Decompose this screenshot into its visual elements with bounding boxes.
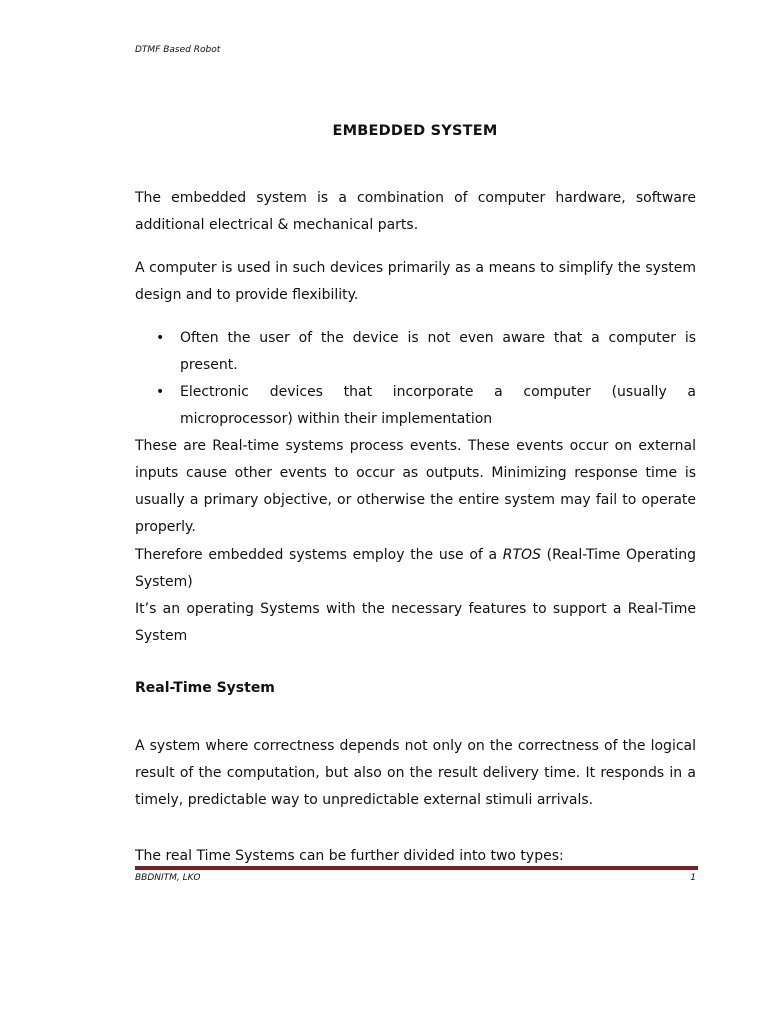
bullet-list bbox=[135, 325, 696, 433]
list-item bbox=[135, 379, 696, 433]
page-title: EMBEDDED SYSTEM bbox=[332, 123, 498, 139]
rtos-term: RTOS bbox=[502, 547, 541, 563]
bullet-glyph: • bbox=[156, 330, 165, 346]
rtos-text-before: Therefore embedded systems employ the use of a bbox=[135, 547, 503, 563]
paragraph-rtos bbox=[135, 542, 696, 596]
paragraph-operating-system: It’s an operating Systems with the necessary features to support a Real-Time System bbox=[135, 601, 696, 644]
rtos-text-after: (Real-Time Operating System) bbox=[135, 547, 696, 590]
section-heading: Real-Time System bbox=[135, 680, 275, 696]
list-item bbox=[135, 325, 696, 379]
running-header: DTMF Based Robot bbox=[135, 45, 221, 55]
footer-institution: BBDNITM, LKO bbox=[135, 873, 201, 883]
paragraph-real-time: These are Real-time systems process events. These events occur on external inputs cause other events to occur as outputs. Minimizing response time is usually a primary objective, or otherwise the entire system may fail to operate properly. bbox=[135, 438, 696, 535]
paragraph-purpose: A computer is used in such devices primarily as a means to simplify the system design and to provide flexibility. bbox=[135, 260, 696, 303]
footer-divider bbox=[135, 866, 698, 870]
page-number: 1 bbox=[690, 873, 696, 883]
bullet-glyph: • bbox=[156, 384, 165, 400]
paragraph-rts-definition: A system where correctness depends not only on the correctness of the logical result of the computation, but also on the result delivery time. It responds in a timely, predictable way to unpredictable external stimuli arrivals. bbox=[135, 738, 696, 808]
paragraph-types-intro: The real Time Systems can be further divided into two types: bbox=[135, 848, 564, 864]
list-item-text: Often the user of the device is not even aware that a computer is present. bbox=[180, 330, 696, 373]
list-item-text: Electronic devices that incorporate a computer (usually a microprocessor) within their implementation bbox=[180, 384, 696, 427]
paragraph-definition: The embedded system is a combination of computer hardware, software additional electrical & mechanical parts. bbox=[135, 190, 696, 233]
